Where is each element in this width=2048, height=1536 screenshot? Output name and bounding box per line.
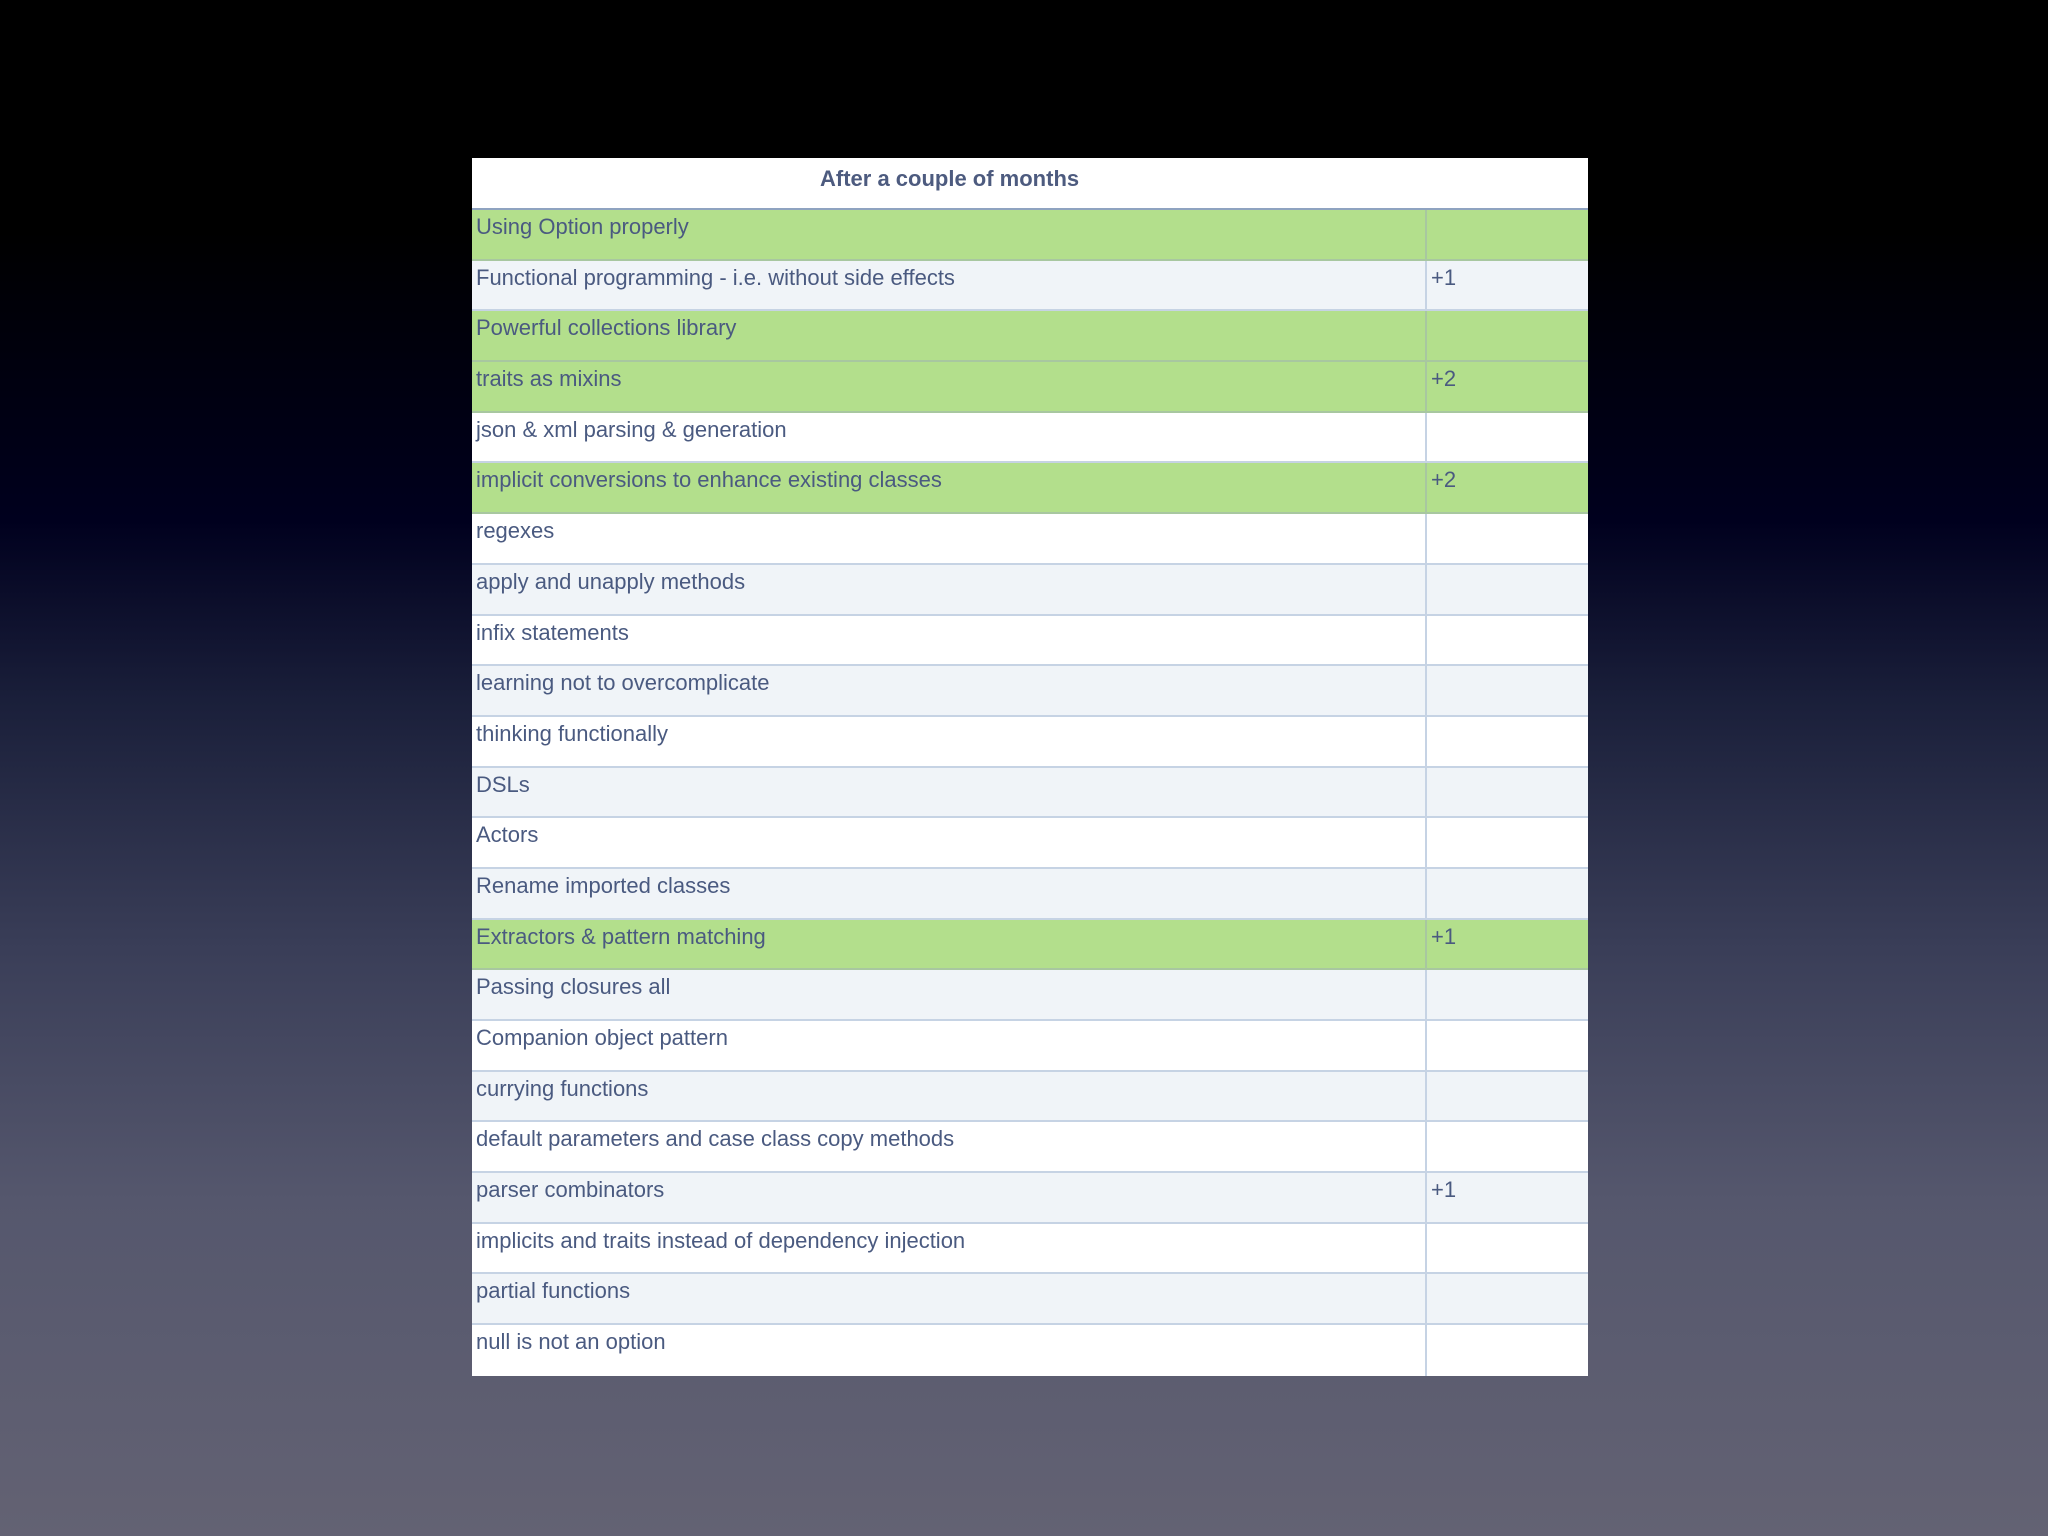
table-row: [472, 1325, 1588, 1376]
table-row: [472, 463, 1588, 514]
score-cell: [1427, 565, 1588, 614]
table-row: [472, 1021, 1588, 1072]
topic-cell: Using Option properly: [472, 210, 1427, 259]
table-row: [472, 818, 1588, 869]
table-row: [472, 666, 1588, 717]
score-cell: [1427, 1325, 1588, 1376]
topic-cell: null is not an option: [472, 1325, 1427, 1376]
topic-cell: learning not to overcomplicate: [472, 666, 1427, 715]
topic-cell: json & xml parsing & generation: [472, 413, 1427, 462]
table-row: [472, 362, 1588, 413]
table-row: [472, 261, 1588, 312]
score-cell: [1427, 818, 1588, 867]
topic-cell: currying functions: [472, 1072, 1427, 1121]
score-cell: [1427, 1122, 1588, 1171]
topic-cell: implicit conversions to enhance existing classes: [472, 463, 1427, 512]
table-row: [472, 920, 1588, 971]
score-cell: +2: [1431, 467, 1457, 493]
score-cell: +2: [1431, 366, 1457, 392]
topic-cell: Powerful collections library: [472, 311, 1427, 360]
table-row: [472, 1072, 1588, 1123]
score-cell: +1: [1431, 923, 1457, 949]
score-cell: [1427, 1224, 1588, 1273]
table-row: [472, 311, 1588, 362]
table-row: [472, 970, 1588, 1021]
table-row: [472, 717, 1588, 768]
topic-cell: default parameters and case class copy methods: [472, 1122, 1427, 1171]
table-title: After a couple of months: [820, 166, 1080, 191]
score-cell: [1427, 311, 1588, 360]
score-cell: [1427, 210, 1588, 259]
topic-cell: regexes: [472, 514, 1427, 563]
topics-table: [472, 158, 1588, 1376]
table-body: [472, 210, 1588, 1376]
table-row: [472, 514, 1588, 565]
score-cell: [1427, 768, 1588, 817]
table-row: [472, 1274, 1588, 1325]
table-row: [472, 1173, 1588, 1224]
score-cell: [1427, 514, 1588, 563]
score-cell: +1: [1431, 264, 1457, 290]
topic-cell: infix statements: [472, 616, 1427, 665]
topic-cell: parser combinators: [472, 1173, 1427, 1222]
topic-cell: DSLs: [472, 768, 1427, 817]
table-row: [472, 616, 1588, 667]
table-row: [472, 413, 1588, 464]
topic-cell: Companion object pattern: [472, 1021, 1427, 1070]
table-row: [472, 565, 1588, 616]
topic-cell: partial functions: [472, 1274, 1427, 1323]
table-row: [472, 210, 1588, 261]
topic-cell: traits as mixins: [472, 362, 1427, 411]
score-cell: [1427, 1072, 1588, 1121]
table-title-row: [472, 158, 1588, 210]
topic-cell: Actors: [472, 818, 1427, 867]
topic-cell: thinking functionally: [472, 717, 1427, 766]
table-row: [472, 1224, 1588, 1275]
score-cell: [1427, 413, 1588, 462]
topic-cell: Passing closures all: [472, 970, 1427, 1019]
topic-cell: apply and unapply methods: [472, 565, 1427, 614]
score-cell: [1427, 970, 1588, 1019]
topic-cell: Functional programming - i.e. without side effects: [472, 261, 1427, 310]
score-cell: +1: [1431, 1177, 1457, 1203]
score-cell: [1427, 616, 1588, 665]
topic-cell: Rename imported classes: [472, 869, 1427, 918]
score-cell: [1427, 717, 1588, 766]
topic-cell: implicits and traits instead of dependency injection: [472, 1224, 1427, 1273]
score-cell: [1427, 869, 1588, 918]
table-row: [472, 869, 1588, 920]
table-row: [472, 1122, 1588, 1173]
score-cell: [1427, 1274, 1588, 1323]
score-cell: [1427, 1021, 1588, 1070]
table-row: [472, 768, 1588, 819]
topic-cell: Extractors & pattern matching: [472, 920, 1427, 969]
score-cell: [1427, 666, 1588, 715]
